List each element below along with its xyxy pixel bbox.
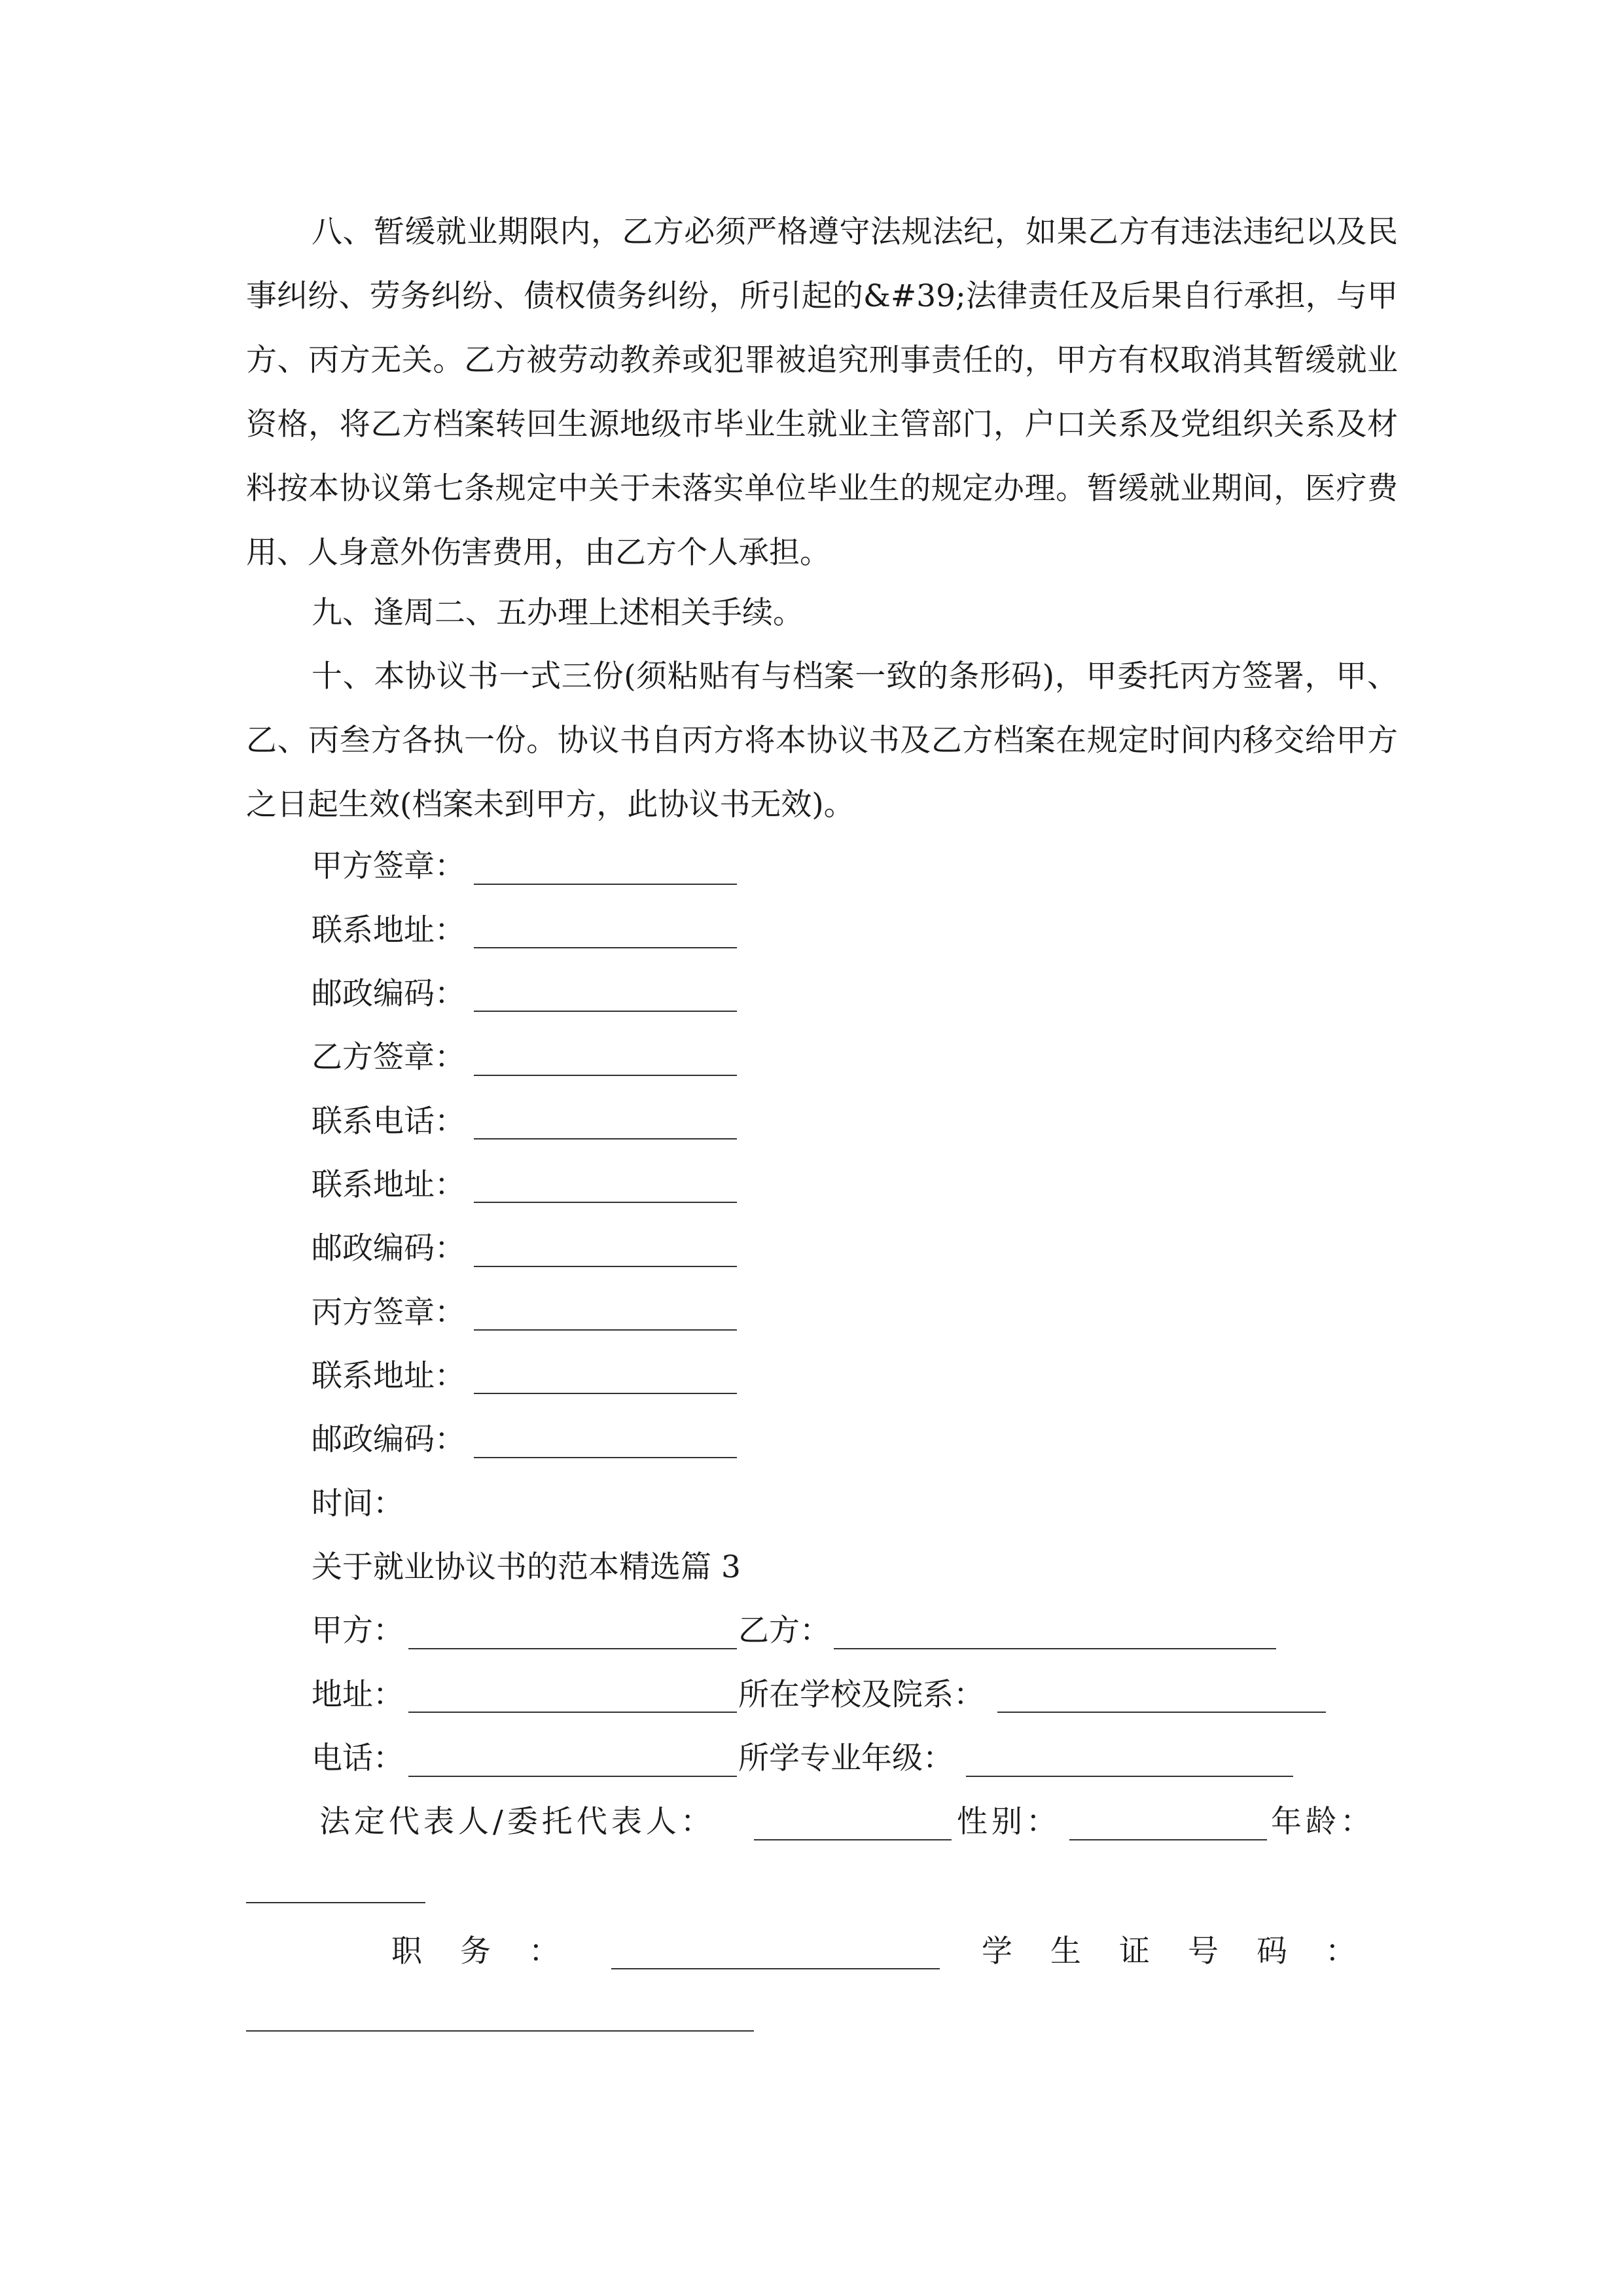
bing-seal-label: 丙方签章： — [312, 1295, 465, 1331]
jia-address-field[interactable] — [474, 947, 737, 948]
age-label: 年龄： — [1271, 1804, 1375, 1840]
yi-seal-label: 乙方签章： — [312, 1039, 465, 1075]
jia-seal-label: 甲方签章： — [312, 848, 465, 884]
school-field[interactable] — [997, 1712, 1326, 1713]
phone-field[interactable] — [408, 1776, 737, 1777]
yi-postcode-field[interactable] — [474, 1266, 737, 1267]
address-label: 地址： — [312, 1677, 404, 1713]
school-label: 所在学校及院系： — [738, 1677, 984, 1713]
party-a-field[interactable] — [408, 1648, 737, 1649]
jia-postcode-field[interactable] — [474, 1011, 737, 1012]
age-field[interactable] — [246, 1902, 425, 1903]
yi-address-label: 联系地址： — [312, 1167, 465, 1203]
paragraph-9: 九、逢周二、五办理上述相关手续。 — [312, 595, 804, 631]
jia-seal-field[interactable] — [474, 884, 737, 885]
jia-address-label: 联系地址： — [312, 912, 465, 948]
phone-label: 电话： — [312, 1740, 404, 1776]
student-id-label: 学生证号码： — [982, 1933, 1394, 1969]
legal-rep-field[interactable] — [754, 1839, 952, 1840]
bing-address-field[interactable] — [474, 1393, 737, 1394]
time-label: 时间： — [312, 1486, 404, 1522]
gender-field[interactable] — [1069, 1839, 1267, 1840]
section-3-title: 关于就业协议书的范本精选篇 3 — [312, 1549, 741, 1585]
legal-rep-label: 法定代表人/委托代表人： — [319, 1804, 715, 1840]
party-a-label: 甲方： — [312, 1613, 404, 1649]
yi-postcode-label: 邮政编码： — [312, 1230, 465, 1266]
position-label: 职务： — [391, 1933, 597, 1969]
gender-label: 性别： — [957, 1804, 1061, 1840]
paragraph-8: 八、暂缓就业期限内，乙方必须严格遵守法规法纪，如果乙方有违法违纪以及民事纠纷、劳务纠纷、债权债务纠纷，所引起的&#39;法律责任及后果自行承担，与甲方、丙方无关。乙方被劳动教养或犯罪被追究刑事责任的，甲方有权取消其暂缓就业资格，将乙方档案转回生源地级市毕业生就业主管部门，户口关系及党组织关系及材料按本协议第七条规定中关于未落实单位毕业生的规定办理。暂缓就业期间，医疗费用、人身意外伤害费用，由乙方个人承担。 — [246, 214, 1398, 571]
bing-postcode-field[interactable] — [474, 1457, 737, 1458]
major-field[interactable] — [966, 1776, 1293, 1777]
bing-postcode-label: 邮政编码： — [312, 1422, 465, 1458]
party-b-field[interactable] — [834, 1648, 1276, 1649]
position-field[interactable] — [611, 1968, 940, 1969]
bing-seal-field[interactable] — [474, 1329, 737, 1331]
address-field[interactable] — [408, 1712, 737, 1713]
yi-phone-field[interactable] — [474, 1138, 737, 1139]
yi-seal-field[interactable] — [474, 1075, 737, 1076]
major-label: 所学专业年级： — [738, 1740, 954, 1776]
party-b-label: 乙方： — [738, 1613, 830, 1649]
yi-address-field[interactable] — [474, 1202, 737, 1203]
bing-address-label: 联系地址： — [312, 1358, 465, 1394]
yi-phone-label: 联系电话： — [312, 1103, 465, 1139]
jia-postcode-label: 邮政编码： — [312, 976, 465, 1012]
paragraph-10: 十、本协议书一式三份(须粘贴有与档案一致的条形码)，甲委托丙方签署，甲、乙、丙叁方各执一份。协议书自丙方将本协议书及乙方档案在规定时间内移交给甲方之日起生效(档案未到甲方，此协议书无效)。 — [246, 658, 1398, 823]
student-id-field[interactable] — [246, 2030, 754, 2032]
